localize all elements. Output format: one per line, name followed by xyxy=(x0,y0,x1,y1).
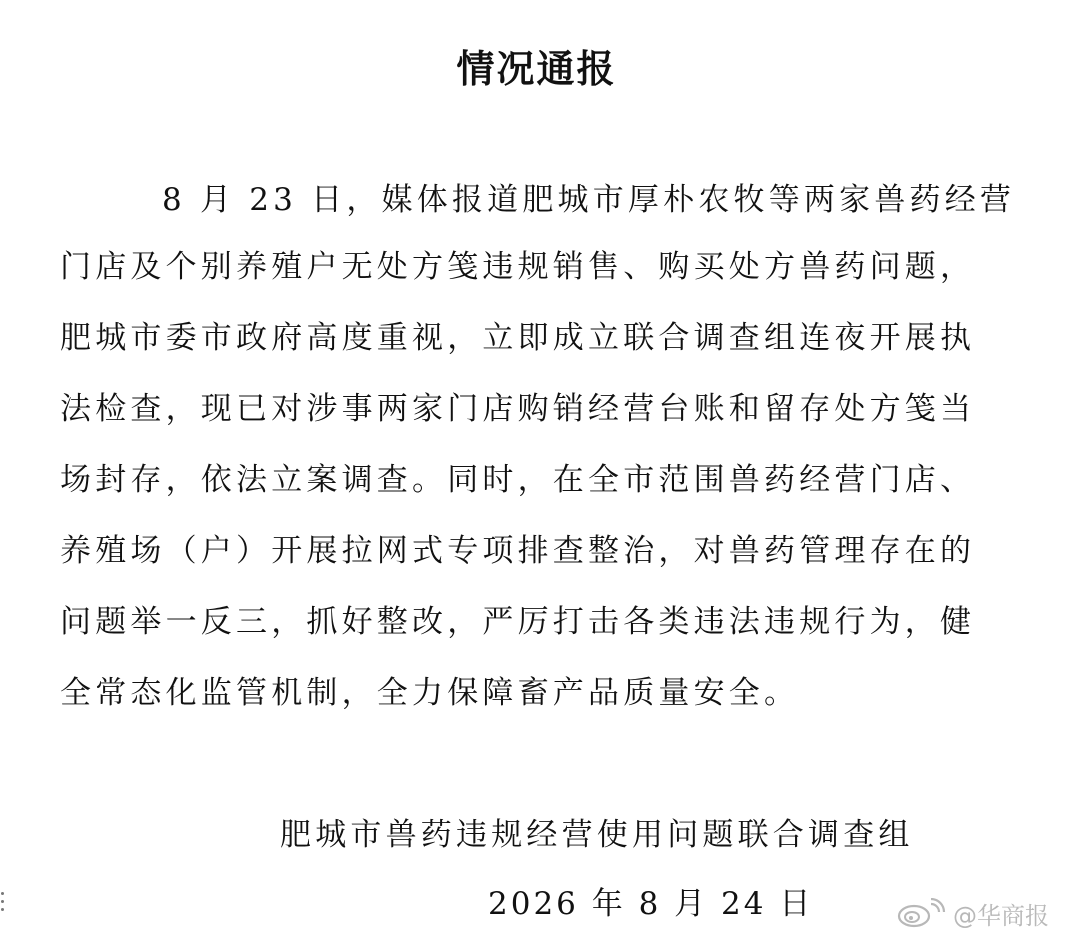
paragraph-line-1: 8 月 23 日，媒体报道肥城市厚朴农牧等两家兽药经营 xyxy=(162,182,1016,218)
paragraph-line-7: 问题举一反三，抓好整改，严厉打击各类违法违规行为，健 xyxy=(60,604,976,640)
paragraph-line-5: 场封存，依法立案调查。同时，在全市范围兽药经营门店、 xyxy=(60,462,976,498)
signature-date: 2026 年 8 月 24 日 xyxy=(488,886,814,922)
signature-organization: 肥城市兽药违规经营使用问题联合调查组 xyxy=(280,817,914,853)
paragraph-line-3: 肥城市委市政府高度重视，立即成立联合调查组连夜开展执 xyxy=(60,320,976,356)
paragraph-line-8: 全常态化监管机制，全力保障畜产品质量安全。 xyxy=(60,675,800,711)
paragraph-line-2: 门店及个别养殖户无处方笺违规销售、购买处方兽药问题， xyxy=(60,249,976,285)
side-dots-decoration xyxy=(0,892,6,916)
weibo-logo-icon xyxy=(895,898,947,928)
watermark-text: @华商报 xyxy=(953,901,1049,930)
paragraph-line-4: 法检查，现已对涉事两家门店购销经营台账和留存处方笺当 xyxy=(60,391,976,427)
paragraph-line-6: 养殖场（户）开展拉网式专项排查整治，对兽药管理存在的 xyxy=(60,533,976,569)
document-title: 情况通报 xyxy=(456,47,617,91)
watermark xyxy=(895,896,1049,930)
